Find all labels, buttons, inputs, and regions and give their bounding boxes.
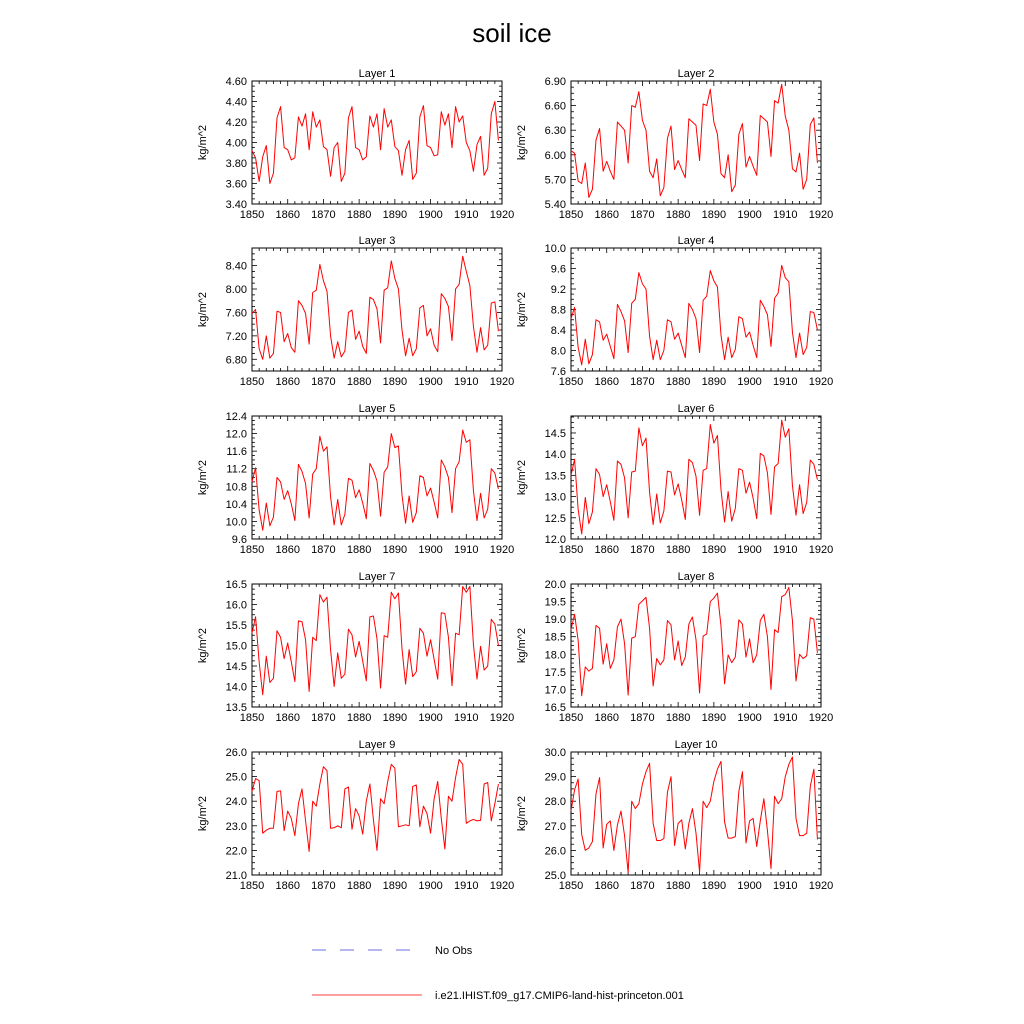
y-tick-label: 8.0 (550, 345, 566, 358)
chart-panel (197, 571, 514, 724)
y-tick-label: 3.40 (225, 199, 247, 211)
x-tick-label: 1900 (737, 880, 762, 892)
y-tick-label: 16.5 (544, 702, 566, 714)
x-tick-label: 1850 (239, 712, 265, 724)
y-tick-label: 10.4 (225, 498, 247, 511)
series-line (252, 586, 498, 694)
x-tick-label: 1880 (346, 544, 372, 556)
x-tick-label: 1860 (594, 376, 619, 388)
panel-title: Layer 10 (674, 739, 718, 751)
series-line (252, 256, 498, 359)
y-tick-label: 5.70 (544, 174, 566, 187)
y-tick-label: 26.0 (544, 845, 566, 858)
chart-panel (516, 403, 833, 556)
y-tick-label: 28.0 (544, 796, 566, 809)
chart-panel (516, 235, 833, 388)
x-tick-label: 1910 (454, 880, 479, 892)
x-tick-label: 1880 (665, 880, 691, 892)
x-tick-label: 1890 (382, 209, 408, 221)
plot-frame (571, 752, 821, 875)
y-tick-label: 30.0 (544, 747, 566, 759)
x-tick-label: 1920 (489, 376, 515, 388)
y-tick-label: 23.0 (225, 820, 247, 833)
x-tick-label: 1870 (311, 712, 336, 724)
series-line (571, 757, 817, 873)
x-tick-label: 1910 (773, 544, 798, 556)
x-tick-label: 1870 (630, 712, 655, 724)
x-tick-label: 1860 (594, 209, 619, 221)
panel-title: Layer 5 (358, 403, 396, 415)
y-tick-label: 4.60 (225, 76, 247, 88)
x-tick-label: 1860 (275, 544, 300, 556)
x-tick-label: 1860 (594, 712, 619, 724)
y-tick-label: 10.8 (225, 481, 247, 494)
y-tick-label: 6.80 (225, 354, 247, 367)
series-line (571, 84, 817, 197)
figure-title: soil ice (472, 18, 552, 48)
y-tick-label: 29.0 (544, 771, 566, 784)
x-tick-label: 1920 (489, 712, 515, 724)
x-tick-label: 1910 (773, 376, 798, 388)
panel-title: Layer 7 (358, 571, 396, 583)
y-tick-label: 15.0 (225, 640, 247, 653)
x-tick-label: 1850 (239, 880, 265, 892)
x-tick-label: 1900 (737, 209, 762, 221)
x-tick-label: 1890 (382, 880, 408, 892)
x-tick-label: 1850 (558, 209, 584, 221)
x-tick-label: 1920 (808, 544, 834, 556)
y-tick-label: 19.5 (544, 596, 566, 609)
x-tick-label: 1910 (454, 544, 479, 556)
y-axis-label: kg/m^2 (516, 459, 528, 496)
y-tick-label: 7.6 (550, 366, 566, 378)
x-tick-label: 1910 (454, 712, 479, 724)
x-tick-label: 1890 (382, 544, 408, 556)
chart-panel (516, 739, 833, 892)
plot-frame (252, 752, 502, 875)
y-tick-label: 25.0 (544, 870, 566, 882)
panel-title: Layer 1 (358, 68, 396, 80)
y-tick-label: 13.5 (544, 470, 566, 483)
y-tick-label: 9.6 (550, 263, 566, 276)
x-tick-label: 1900 (418, 209, 443, 221)
x-tick-label: 1890 (701, 209, 727, 221)
y-tick-label: 5.40 (544, 199, 566, 211)
series-line (571, 265, 817, 364)
x-tick-label: 1860 (594, 544, 619, 556)
x-tick-label: 1850 (558, 376, 584, 388)
y-tick-label: 4.40 (225, 96, 247, 109)
chart-panel (197, 403, 514, 556)
y-axis-label: kg/m^2 (516, 795, 528, 832)
x-tick-label: 1900 (737, 712, 762, 724)
x-tick-label: 1870 (311, 544, 336, 556)
x-tick-label: 1850 (558, 712, 584, 724)
x-tick-label: 1890 (382, 376, 408, 388)
y-tick-label: 10.0 (225, 516, 247, 529)
chart-panel (516, 68, 833, 221)
panel-title: Layer 6 (677, 403, 715, 415)
y-tick-label: 14.0 (225, 681, 247, 694)
x-tick-label: 1880 (665, 544, 691, 556)
y-tick-label: 27.0 (544, 820, 566, 833)
y-tick-label: 14.5 (544, 427, 566, 440)
y-tick-label: 7.60 (225, 307, 247, 320)
series-line (252, 759, 498, 851)
y-tick-label: 12.0 (544, 534, 566, 546)
series-line (571, 420, 817, 534)
x-tick-label: 1870 (630, 880, 655, 892)
y-axis-label: kg/m^2 (197, 795, 209, 832)
y-tick-label: 19.0 (544, 614, 566, 627)
x-tick-label: 1890 (701, 880, 727, 892)
y-tick-label: 3.80 (225, 158, 247, 170)
y-tick-label: 12.4 (225, 411, 247, 423)
y-tick-label: 13.0 (544, 491, 566, 504)
y-tick-label: 18.0 (544, 649, 566, 662)
y-tick-label: 10.0 (544, 243, 566, 255)
x-tick-label: 1850 (239, 376, 265, 388)
x-tick-label: 1850 (239, 544, 265, 556)
x-tick-label: 1900 (737, 544, 762, 556)
x-tick-label: 1850 (239, 209, 265, 221)
x-tick-label: 1880 (346, 209, 372, 221)
x-tick-label: 1920 (489, 544, 515, 556)
x-tick-label: 1900 (418, 880, 443, 892)
y-tick-label: 25.0 (225, 771, 247, 784)
y-tick-label: 9.6 (231, 534, 247, 546)
y-tick-label: 4.20 (225, 117, 247, 129)
y-tick-label: 8.00 (225, 284, 247, 296)
x-tick-label: 1870 (311, 376, 336, 388)
y-axis-label: kg/m^2 (197, 291, 209, 328)
x-tick-label: 1920 (808, 376, 834, 388)
y-tick-label: 11.6 (226, 446, 247, 459)
x-tick-label: 1910 (773, 712, 798, 724)
x-tick-label: 1900 (737, 376, 762, 388)
x-tick-label: 1910 (454, 209, 479, 221)
x-tick-label: 1870 (630, 209, 655, 221)
plot-frame (571, 248, 821, 371)
y-axis-label: kg/m^2 (516, 627, 528, 664)
x-tick-label: 1890 (701, 544, 727, 556)
x-tick-label: 1870 (630, 376, 655, 388)
x-tick-label: 1880 (346, 376, 372, 388)
x-tick-label: 1920 (489, 209, 515, 221)
x-tick-label: 1920 (808, 880, 834, 892)
panel-title: Layer 8 (677, 571, 715, 583)
x-tick-label: 1860 (275, 712, 300, 724)
y-tick-label: 26.0 (225, 747, 247, 759)
legend-no-obs-label: No Obs (435, 945, 473, 957)
x-tick-label: 1880 (346, 712, 372, 724)
y-tick-label: 14.0 (544, 449, 566, 462)
x-tick-label: 1910 (773, 209, 798, 221)
x-tick-label: 1850 (558, 880, 584, 892)
x-tick-label: 1880 (346, 880, 372, 892)
y-axis-label: kg/m^2 (516, 124, 528, 161)
y-tick-label: 17.0 (544, 684, 566, 697)
y-tick-label: 24.0 (225, 796, 247, 809)
x-tick-label: 1880 (665, 209, 691, 221)
y-tick-label: 14.5 (225, 661, 247, 673)
x-tick-label: 1880 (665, 376, 691, 388)
y-tick-label: 6.30 (544, 125, 566, 138)
y-axis-label: kg/m^2 (197, 459, 209, 496)
x-tick-label: 1920 (808, 209, 834, 221)
panel-title: Layer 9 (358, 739, 396, 751)
y-tick-label: 6.00 (544, 149, 566, 162)
y-tick-label: 18.5 (544, 631, 566, 644)
x-tick-label: 1860 (275, 209, 300, 221)
y-tick-label: 21.0 (225, 870, 247, 882)
y-tick-label: 17.5 (544, 666, 566, 679)
x-tick-label: 1870 (630, 544, 655, 556)
panel-grid (197, 68, 833, 892)
panel-title: Layer 4 (677, 235, 715, 247)
chart-panel (197, 68, 514, 221)
chart-panel (197, 739, 514, 892)
x-tick-label: 1860 (594, 880, 619, 892)
x-tick-label: 1900 (418, 544, 443, 556)
plot-frame (252, 81, 502, 204)
y-tick-label: 11.2 (226, 463, 247, 476)
legend-model-label: i.e21.IHIST.f09_g17.CMIP6-land-hist-princeton.001 (435, 990, 684, 1002)
x-tick-label: 1860 (275, 376, 300, 388)
y-tick-label: 16.0 (225, 599, 247, 612)
panel-title: Layer 2 (677, 68, 715, 80)
y-tick-label: 16.5 (225, 579, 247, 591)
x-tick-label: 1890 (701, 712, 727, 724)
y-tick-label: 12.5 (544, 512, 566, 525)
chart-panel (197, 235, 514, 388)
x-tick-label: 1910 (773, 880, 798, 892)
y-tick-label: 6.90 (544, 76, 566, 88)
y-tick-label: 12.0 (225, 428, 247, 441)
y-tick-label: 3.60 (225, 178, 247, 191)
x-tick-label: 1900 (418, 712, 443, 724)
x-tick-label: 1920 (489, 880, 515, 892)
x-tick-label: 1890 (701, 376, 727, 388)
y-tick-label: 13.5 (225, 702, 247, 714)
series-line (252, 430, 498, 530)
y-tick-label: 22.0 (225, 845, 247, 858)
legend (312, 945, 684, 1002)
y-tick-label: 9.2 (550, 284, 566, 296)
panel-title: Layer 3 (358, 235, 396, 247)
x-tick-label: 1870 (311, 209, 336, 221)
x-tick-label: 1870 (311, 880, 336, 892)
y-tick-label: 7.20 (225, 330, 247, 343)
y-tick-label: 8.40 (225, 260, 247, 273)
x-tick-label: 1890 (382, 712, 408, 724)
x-tick-label: 1910 (454, 376, 479, 388)
y-axis-label: kg/m^2 (197, 627, 209, 664)
y-axis-label: kg/m^2 (197, 124, 209, 161)
x-tick-label: 1900 (418, 376, 443, 388)
x-tick-label: 1860 (275, 880, 300, 892)
y-axis-label: kg/m^2 (516, 291, 528, 328)
y-tick-label: 4.00 (225, 137, 247, 150)
y-tick-label: 15.5 (225, 620, 247, 632)
x-tick-label: 1850 (558, 544, 584, 556)
chart-panel (516, 571, 833, 724)
y-tick-label: 8.4 (550, 325, 566, 337)
series-line (571, 588, 817, 696)
series-line (252, 102, 498, 184)
x-tick-label: 1880 (665, 712, 691, 724)
y-tick-label: 8.8 (550, 304, 566, 317)
x-tick-label: 1920 (808, 712, 834, 724)
y-tick-label: 20.0 (544, 579, 566, 591)
y-tick-label: 6.60 (544, 100, 566, 113)
